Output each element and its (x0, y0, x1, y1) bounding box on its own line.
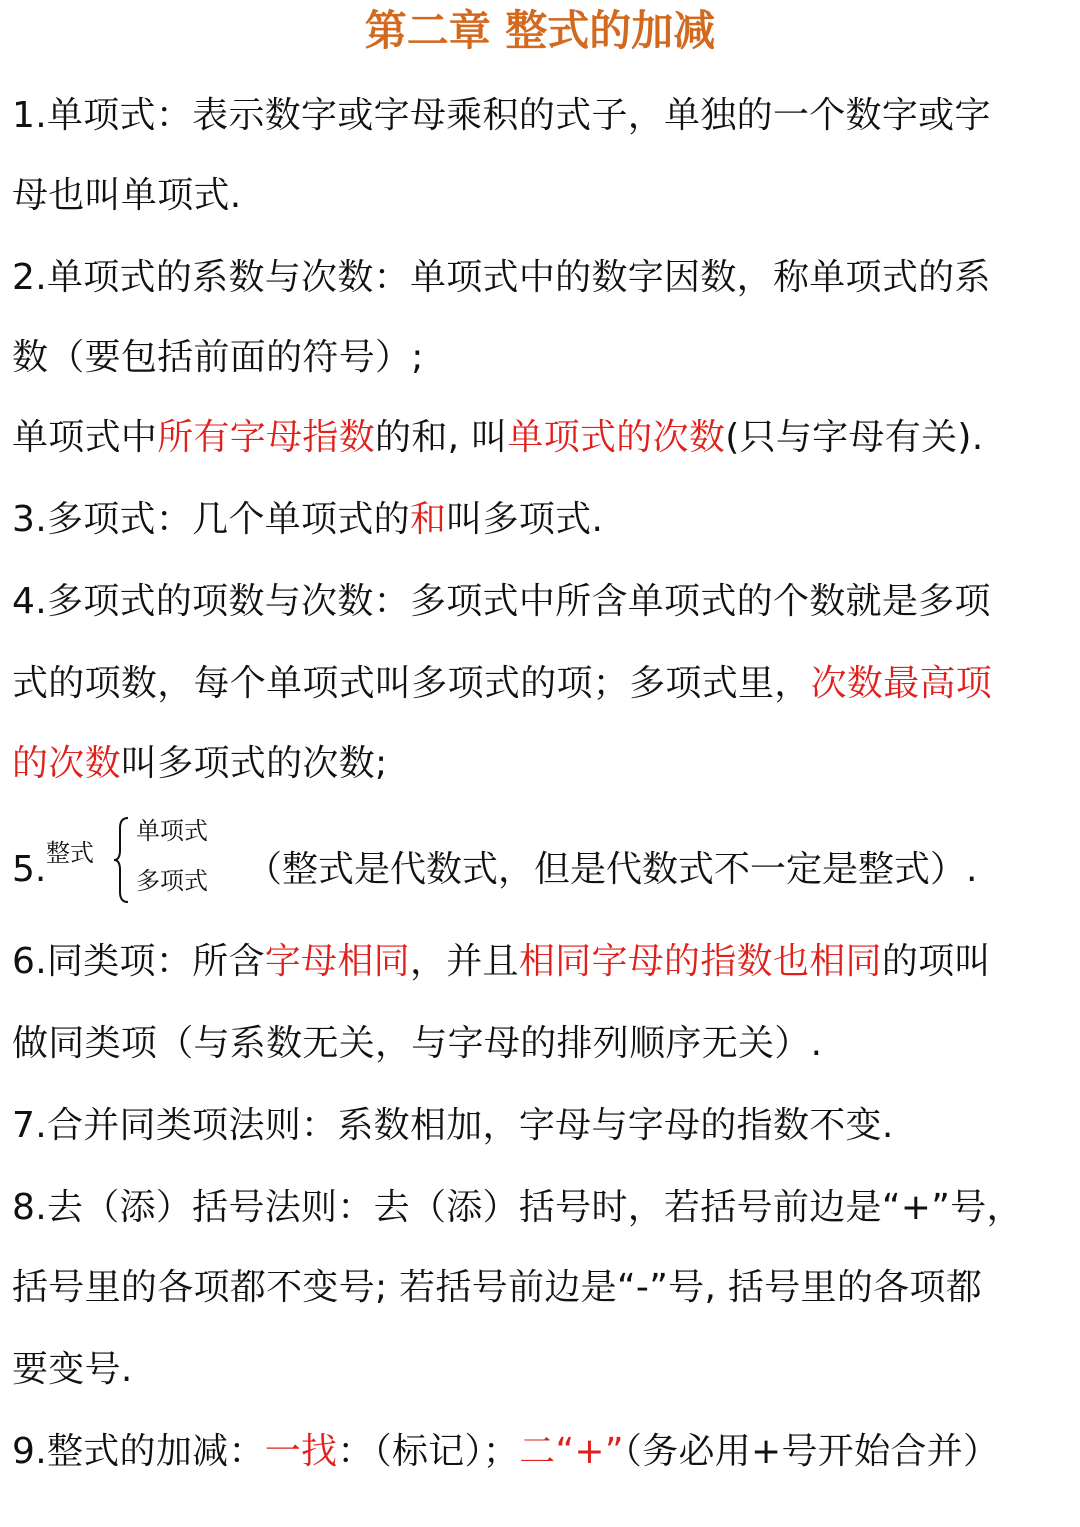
highlighted-text: 相同字母的指数也相同 (518, 941, 882, 982)
text-line (12, 938, 1070, 986)
highlighted-text: 二“+” (519, 1431, 624, 1472)
text-line (12, 1102, 1070, 1150)
text-segment: ：（标记）； (337, 1431, 520, 1472)
chapter-title: 第二章 整式的加减 (364, 6, 716, 55)
text-line (12, 740, 1070, 788)
text-segment: 4.多项式的项数与次数：多项式中所含单项式的个数就是多项 (12, 581, 991, 622)
text-segment: 的和, 叫 (375, 417, 508, 458)
text-segment: 2.单项式的系数与次数：单项式中的数字因数，称单项式的系 (12, 257, 991, 298)
text-line (12, 1264, 1070, 1312)
text-line (12, 254, 1070, 302)
text-segment: 的项叫 (881, 941, 991, 982)
text-line (12, 496, 1070, 544)
text-segment: 单项式中 (12, 417, 158, 458)
item-5-row (12, 812, 1072, 912)
text-line (12, 92, 1070, 140)
text-line (12, 1346, 1070, 1394)
text-segment: 6.同类项：所含 (12, 941, 265, 982)
text-segment: ，并且 (409, 941, 519, 982)
text-segment: (只与字母有关). (725, 417, 984, 458)
text-segment: 叫多项式. (446, 499, 604, 540)
text-segment: 叫多项式的次数; (120, 743, 388, 784)
text-line (12, 1428, 1070, 1476)
text-segment: 8.去（添）括号法则：去（添）括号时，若括号前边是“+”号， (12, 1187, 1023, 1228)
text-segment: 式的项数，每个单项式叫多项式的项；多项式里， (12, 663, 811, 704)
highlighted-text: 单项式的次数 (507, 417, 726, 458)
curly-brace-icon (112, 816, 130, 904)
item-5-option-monomial: 单项式 (136, 817, 208, 845)
text-segment: 做同类项（与系数无关，与字母的排列顺序无关）. (12, 1023, 823, 1064)
text-line (12, 1020, 1070, 1068)
text-line (12, 578, 1070, 626)
text-segment: 母也叫单项式. (12, 175, 242, 216)
item-5-note: （整式是代数式，但是代数式不一定是整式）. (246, 849, 978, 890)
highlighted-text: 一找 (264, 1431, 338, 1472)
text-line (12, 1184, 1070, 1232)
text-line (12, 172, 1070, 220)
text-segment: 7.合并同类项法则：系数相加，字母与字母的指数不变. (12, 1105, 894, 1146)
text-line (12, 334, 1070, 382)
text-segment: 3.多项式：几个单项式的 (12, 499, 410, 540)
item-5-number: 5. (12, 849, 47, 890)
text-line (12, 660, 1070, 708)
text-segment: 1.单项式：表示数字或字母乘积的式子，单独的一个数字或字 (12, 95, 991, 136)
highlighted-text: 字母相同 (264, 941, 410, 982)
highlighted-text: 和 (409, 499, 447, 540)
text-segment: 括号里的各项都不变号; 若括号前边是“-”号, 括号里的各项都 (12, 1267, 983, 1308)
text-segment: 数（要包括前面的符号）; (12, 337, 424, 378)
highlighted-text: 的次数 (12, 743, 121, 784)
highlighted-text: 次数最高项 (810, 663, 993, 704)
text-segment: （务必用+号开始合并） (623, 1431, 1000, 1472)
text-segment: 要变号. (12, 1349, 133, 1390)
item-5-term: 整式 (46, 839, 94, 867)
item-5-option-polynomial: 多项式 (136, 867, 208, 895)
text-segment: 9.整式的加减： (12, 1431, 265, 1472)
text-line (12, 414, 1070, 462)
highlighted-text: 所有字母指数 (157, 417, 376, 458)
